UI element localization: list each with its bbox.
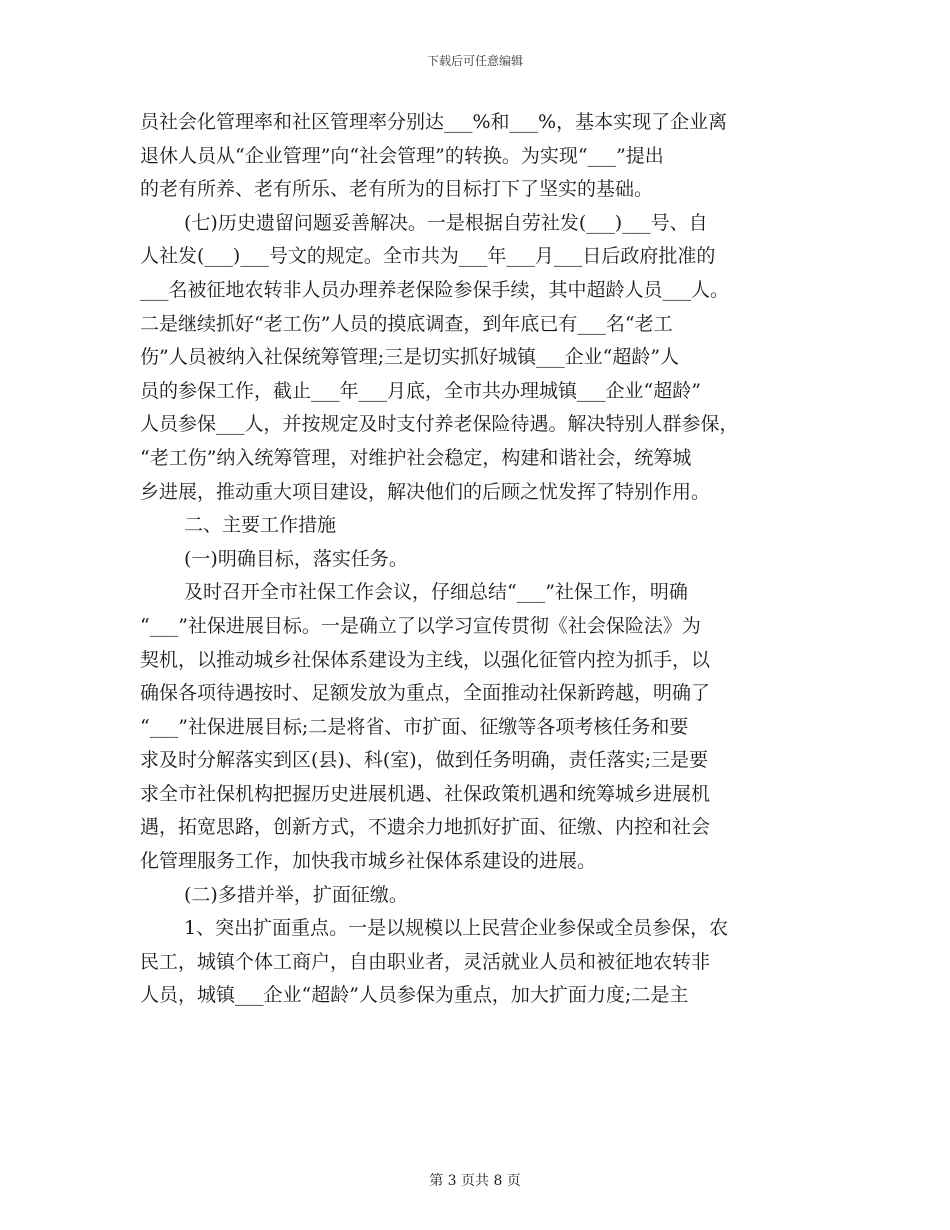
text-line: 员社会化管理率和社区管理率分别达___%和___%，基本实现了企业离: [140, 111, 728, 133]
text-line: 乡进展，推动重大项目建设，解决他们的后顾之忧发挥了特别作用。: [140, 480, 711, 503]
text-line: 化管理服务工作，加快我市城乡社保体系建设的进展。: [140, 850, 597, 873]
text-line: 求及时分解落实到区(县)、科(室)，做到任务明确，责任落实;三是要: [140, 749, 709, 772]
subsection-heading: (一)明确目标，落实任务。: [184, 547, 408, 570]
text-line: “老工伤”纳入统筹管理，对维护社会稳定，构建和谐社会，统筹城: [140, 446, 692, 469]
text-line: “___”社保进展目标;二是将省、市扩面、征缴等各项考核任务和要: [140, 715, 689, 738]
text-line: (七)历史遗留问题妥善解决。一是根据自劳社发(___)___号、自: [184, 211, 708, 234]
text-line: 确保各项待遇按时、足额发放为重点，全面推动社保新跨越，明确了: [140, 682, 711, 705]
text-line: 人社发(___)___号文的规定。全市共为___年___月___日后政府批准的: [140, 245, 716, 268]
subsection-heading: (二)多措并举，扩面征缴。: [184, 883, 408, 906]
text-line: “___”社保进展目标。一是确立了以学习宣传贯彻《社会保险法》为: [140, 614, 701, 637]
text-line: 的老有所养、老有所乐、老有所为的目标打下了坚实的基础。: [140, 178, 654, 201]
text-line: 契机，以推动城乡社保体系建设为主线，以强化征管内控为抓手，以: [140, 648, 711, 671]
text-line: 民工，城镇个体工商户，自由职业者，灵活就业人员和被征地农转非: [140, 950, 711, 973]
text-line: 遇，拓宽思路，创新方式，不遗余力地抓好扩面、征缴、内控和社会: [140, 816, 711, 839]
text-line: 二是继续抓好“老工伤”人员的摸底调查，到年底已有___名“老工: [140, 312, 673, 335]
page-header: 下载后可任意编辑: [426, 54, 523, 68]
text-line: 求全市社保机构把握历史进展机遇、社保政策机遇和统筹城乡进展机: [140, 782, 711, 805]
text-line: 员的参保工作，截止___年___月底，全市共办理城镇___企业“超龄”: [140, 379, 701, 402]
text-line: ___名被征地农转非人员办理养老保险参保手续，其中超龄人员___人。: [140, 278, 730, 301]
text-line: 人员参保___人，并按规定及时支付养老保险待遇。解决特别人群参保，: [140, 413, 739, 436]
text-line: 伤”人员被纳入社保统筹管理;三是切实抓好城镇___企业“超龄”人: [140, 346, 680, 369]
page-footer: 第 3 页共 8 页: [429, 1173, 521, 1189]
text-line: 退休人员从“企业管理”向“社会管理”的转换。为实现“___”提出: [140, 144, 664, 167]
text-line: 及时召开全市社保工作会议，仔细总结“___”社保工作，明确: [184, 581, 688, 604]
section-heading: 二、主要工作措施: [184, 514, 337, 537]
text-line: 人员，城镇___企业“超龄”人员参保为重点，加大扩面力度;二是主: [140, 984, 689, 1007]
text-line: 1、突出扩面重点。一是以规模以上民营企业参保或全员参保，农: [184, 917, 729, 940]
document-body: [140, 106, 812, 1013]
